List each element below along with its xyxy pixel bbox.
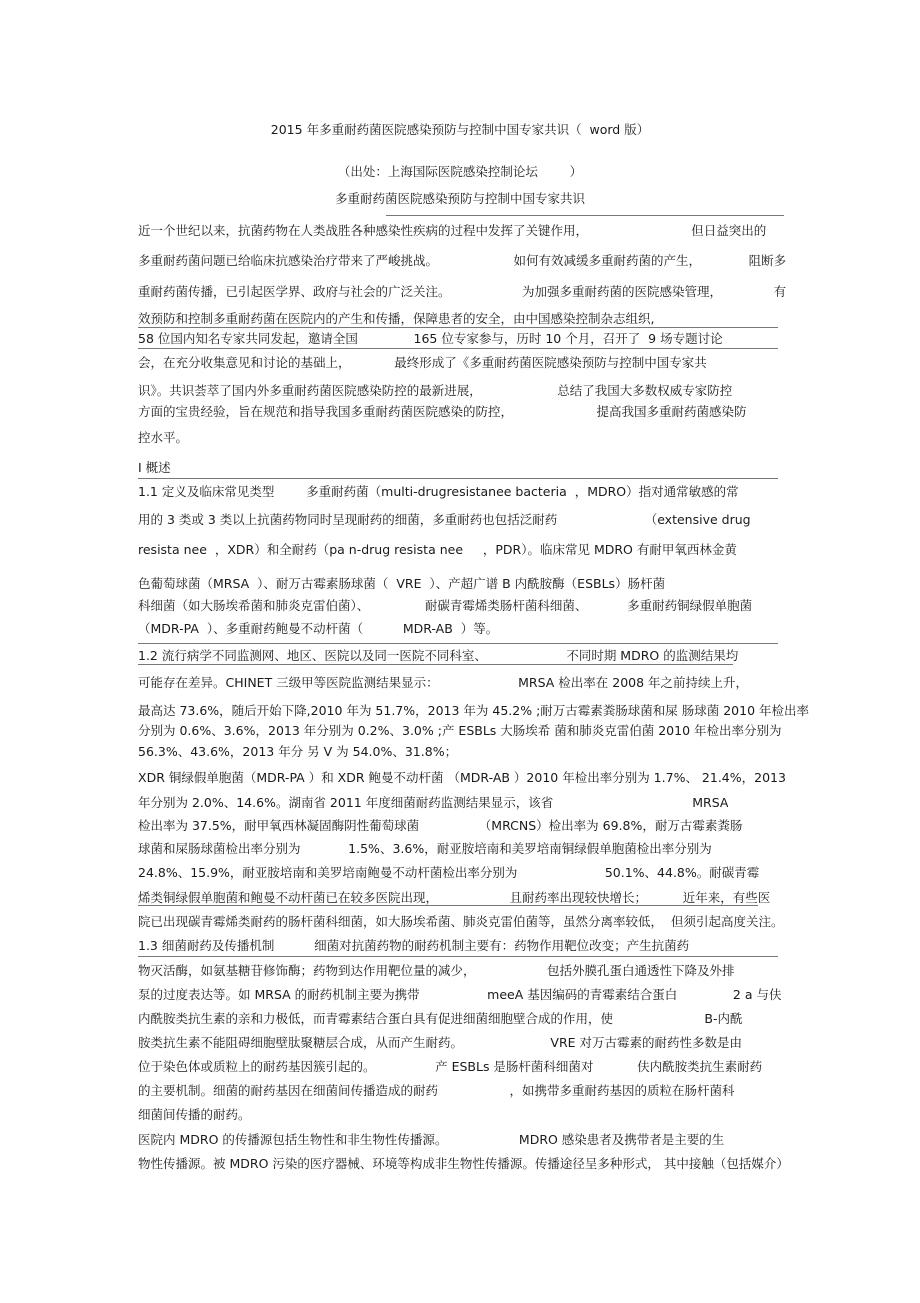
body-line: 物性传播源。被 MDRO 污染的医疗器械、环境等构成非生物性传播源。传播途径呈多种形式， 其中接触（包括媒介） [138, 1156, 789, 1171]
body-line: 物灭活酶，如氨基糖苷修饰酶；药物到达作用靶位量的减少， 包括外膜孔蛋白通透性下降及外排 [138, 963, 735, 978]
body-line: 科细菌（如大肠埃希菌和肺炎克雷伯菌）、 耐碳青霉烯类肠杆菌科细菌、 多重耐药铜绿假单胞菌 [138, 598, 753, 613]
body-line: resista nee ，XDR）和全耐药（pa n-drug resista nee ，PDR）。临床常见 MDRO 有耐甲氧西林金黄 [138, 542, 737, 557]
body-line: 方面的宝贵经验，旨在规范和指导我国多重耐药菌医院感染的防控， 提高我国多重耐药菌感染防 [138, 404, 747, 419]
body-line: 1.2 流行病学不同监测网、地区、医院以及同一医院不同科室、 不同时期 MDRO 的监测结果均 [138, 648, 739, 663]
body-line: 分别为 0.6%、3.6%，2013 年分别为 0.2%、3.0% ;产 ESBLs 大肠埃希 菌和肺炎克雷伯菌 2010 年检出率分别为 [138, 723, 782, 738]
body-line: 内酰胺类抗生素的亲和力极低，而青霉素结合蛋白具有促进细菌细胞壁合成的作用，使 B-内酰 [138, 1011, 743, 1026]
body-line: 58 位国内知名专家共同发起，邀请全国 165 位专家参与，历时 10 个月，召开了 9 场专题讨论 [138, 331, 723, 346]
rule [138, 478, 778, 479]
body-line: XDR 铜绿假单胞菌（MDR-PA ）和 XDR 鲍曼不动杆菌 （MDR-AB ）2010 年检出率分别为 1.7%、 21.4%，2013 [138, 770, 786, 785]
document-title: 2015 年多重耐药菌医院感染预防与控制中国专家共识（ word 版） [270, 122, 650, 137]
body-line: 色葡萄球菌（MRSA ）、耐万古霉素肠球菌（ VRE ）、产超广谱 B 内酰胺酶（ESBLs）肠杆菌 [138, 576, 666, 591]
rule [138, 664, 733, 665]
body-line: 位于染色体或质粒上的耐药基因簇引起的。 产 ESBLs 是肠杆菌科细菌对 伕内酰胺类抗生素耐药 [138, 1059, 763, 1074]
rule [138, 956, 778, 957]
document-subtitle: 多重耐药菌医院感染预防与控制中国专家共识 [334, 191, 585, 206]
body-line: 会，在充分收集意见和讨论的基础上， 最终形成了《多重耐药菌医院感染预防与控制中国专家共 [138, 355, 707, 370]
rule [138, 327, 778, 328]
body-line: 烯类铜绿假单胞菌和鲍曼不动杆菌已在较多医院出现， 且耐药率出现较快增长； 近年来，有些医 [138, 890, 771, 905]
body-line: 1.3 细菌耐药及传播机制 细菌对抗菌药物的耐药机制主要有：药物作用靶位改变；产生抗菌药 [138, 938, 690, 953]
rule [138, 905, 758, 906]
rule [138, 348, 778, 349]
body-line: 用的 3 类或 3 类以上抗菌药物同时呈现耐药的细菌，多重耐药也包括泛耐药 （extensive drug [138, 512, 751, 527]
body-line: 识》。共识荟萃了国内外多重耐药菌医院感染防控的最新进展， 总结了我国大多数权威专家防控 [138, 383, 733, 398]
document-source: （出处：上海国际医院感染控制论坛 ） [337, 164, 583, 179]
body-line: 可能存在差异。CHINET 三级甲等医院监测结果显示： MRSA 检出率在 2008 年之前持续上升， [138, 675, 749, 690]
body-line: 56.3%、43.6%，2013 年分 另 V 为 54.0%、31.8%； [138, 744, 458, 759]
body-line: 胺类抗生素不能阻碍细胞壁肽聚糖层合成，从而产生耐药。 VRE 对万古霉素的耐药性多数是由 [138, 1035, 743, 1050]
body-line: 院已出现碳青霉烯类耐药的肠杆菌科细菌，如大肠埃希菌、肺炎克雷伯菌等，虽然分离率较低， 但须引起高度关注。 [138, 914, 784, 929]
body-line: 最高达 73.6%，随后开始下降,2010 年为 51.7%，2013 年为 45.2% ;耐万古霉素粪肠球菌和屎 肠球菌 2010 年检出率 [138, 703, 810, 718]
body-line: （MDR-PA ）、多重耐药鲍曼不动杆菌（ MDR-AB ）等。 [138, 621, 499, 636]
body-line: 重耐药菌传播，已引起医学界、政府与社会的广泛关注。 为加强多重耐药菌的医院感染管理， 有 [138, 284, 787, 299]
rule [386, 215, 784, 216]
body-line: 控水平。 [138, 430, 189, 445]
section-heading: I 概述 [138, 460, 171, 475]
body-line: 细菌间传播的耐药。 [138, 1107, 251, 1122]
body-line: 年分别为 2.0%、14.6%。湖南省 2011 年度细菌耐药监测结果显示，该省 MRSA [138, 795, 729, 810]
body-line: 泵的过度表达等。如 MRSA 的耐药机制主要为携带 meeA 基因编码的青霉素结合蛋白 2 a 与伕 [138, 987, 782, 1002]
body-line: 效预防和控制多重耐药菌在医院内的产生和传播，保障患者的安全，由中国感染控制杂志组织, [138, 311, 655, 326]
body-line: 医院内 MDRO 的传播源包括生物性和非生物性传播源。 MDRO 感染患者及携带者是主要的生 [138, 1132, 725, 1147]
body-line: 检出率为 37.5%，耐甲氧西林凝固酶阴性葡萄球菌 （MRCNS）检出率为 69.8%，耐万古霉素粪肠 [138, 818, 743, 833]
body-line: 近一个世纪以来，抗菌药物在人类战胜各种感染性疾病的过程中发挥了关键作用， 但日益突出的 [138, 223, 767, 238]
body-line: 24.8%、15.9%，耐亚胺培南和美罗培南鲍曼不动杆菌检出率分别为 50.1%、44.8%。耐碳青霉 [138, 865, 760, 880]
body-line: 的主要机制。细菌的耐药基因在细菌间传播造成的耐药 ，如携带多重耐药基因的质粒在肠杆菌科 [138, 1083, 735, 1098]
body-line: 多重耐药菌问题已给临床抗感染治疗带来了严峻挑战。 如何有效减缓多重耐药菌的产生， 阻断多 [138, 253, 787, 268]
body-line: 1.1 定义及临床常见类型 多重耐药菌（multi-drugresistanee bacteria ，MDRO）指对通常敏感的常 [138, 484, 739, 499]
body-line: 球菌和屎肠球菌检出率分别为 1.5%、3.6%，耐亚胺培南和美罗培南铜绿假单胞菌检出率分别为 [138, 841, 712, 856]
rule [138, 643, 778, 644]
